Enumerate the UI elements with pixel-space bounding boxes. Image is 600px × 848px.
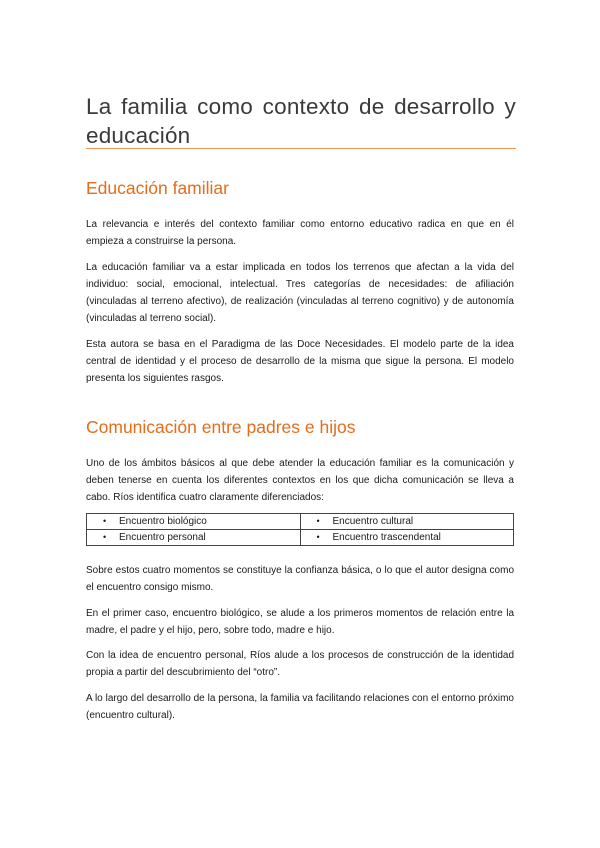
paragraph: La educación familiar va a estar implicada en todos los terrenos que afectan a la vida del individuo: social, emocional, intelectual. Tres categorías de necesidades: de afiliación (vinculadas al terreno afectivo), de realización (vinculadas al terreno cognitivo) y de autonomía (vinculadas al terreno social).: [86, 262, 514, 324]
paragraph: Sobre estos cuatro momentos se constituye la confianza básica, o lo que el autor designa como el encuentro consigo mismo.: [86, 565, 514, 593]
bullet-icon: •: [316, 532, 320, 542]
table-cell: [87, 530, 301, 546]
paragraph: Esta autora se basa en el Paradigma de las Doce Necesidades. El modelo parte de la idea central de identidad y el proceso de desarrollo de la misma que sigue la persona. El modelo presenta los siguientes rasgos.: [86, 339, 514, 384]
paragraph: Uno de los ámbitos básicos al que debe atender la educación familiar es la comunicación y deben tenerse en cuenta los diferentes contextos en los que dicha comunicación se lleva a cabo. Ríos identifica cuatro claramente diferenciados:: [86, 458, 514, 503]
bullet-icon: •: [316, 516, 320, 526]
bullet-icon: •: [103, 532, 107, 542]
table-row: [87, 514, 514, 530]
bullet-icon: •: [103, 516, 107, 526]
paragraph: A lo largo del desarrollo de la persona, la familia va facilitando relaciones con el entorno próximo (encuentro cultural).: [86, 693, 514, 721]
document-title: La familia como contexto de desarrollo y educación: [86, 94, 516, 148]
table-cell: [87, 514, 301, 530]
encounters-table: [86, 513, 514, 546]
cell-text: Encuentro biológico: [119, 516, 207, 527]
paragraph: La relevancia e interés del contexto familiar como entorno educativo radica en que en él empieza a construirse la persona.: [86, 219, 514, 247]
paragraph: Con la idea de encuentro personal, Ríos alude a los procesos de construcción de la identidad propia a partir del descubrimiento del “otro”.: [86, 650, 514, 678]
cell-text: Encuentro personal: [119, 532, 206, 543]
table-row: [87, 530, 514, 546]
cell-text: Encuentro trascendental: [332, 532, 441, 543]
section-heading-education: Educación familiar: [86, 178, 229, 198]
cell-text: Encuentro cultural: [332, 516, 414, 527]
title-underline: [86, 148, 516, 149]
table-cell: [300, 530, 514, 546]
table-cell: [300, 514, 514, 530]
paragraph: En el primer caso, encuentro biológico, se alude a los primeros momentos de relación entre la madre, el padre y el hijo, pero, sobre todo, madre e hijo.: [86, 608, 514, 636]
section-heading-communication: Comunicación entre padres e hijos: [86, 417, 356, 437]
